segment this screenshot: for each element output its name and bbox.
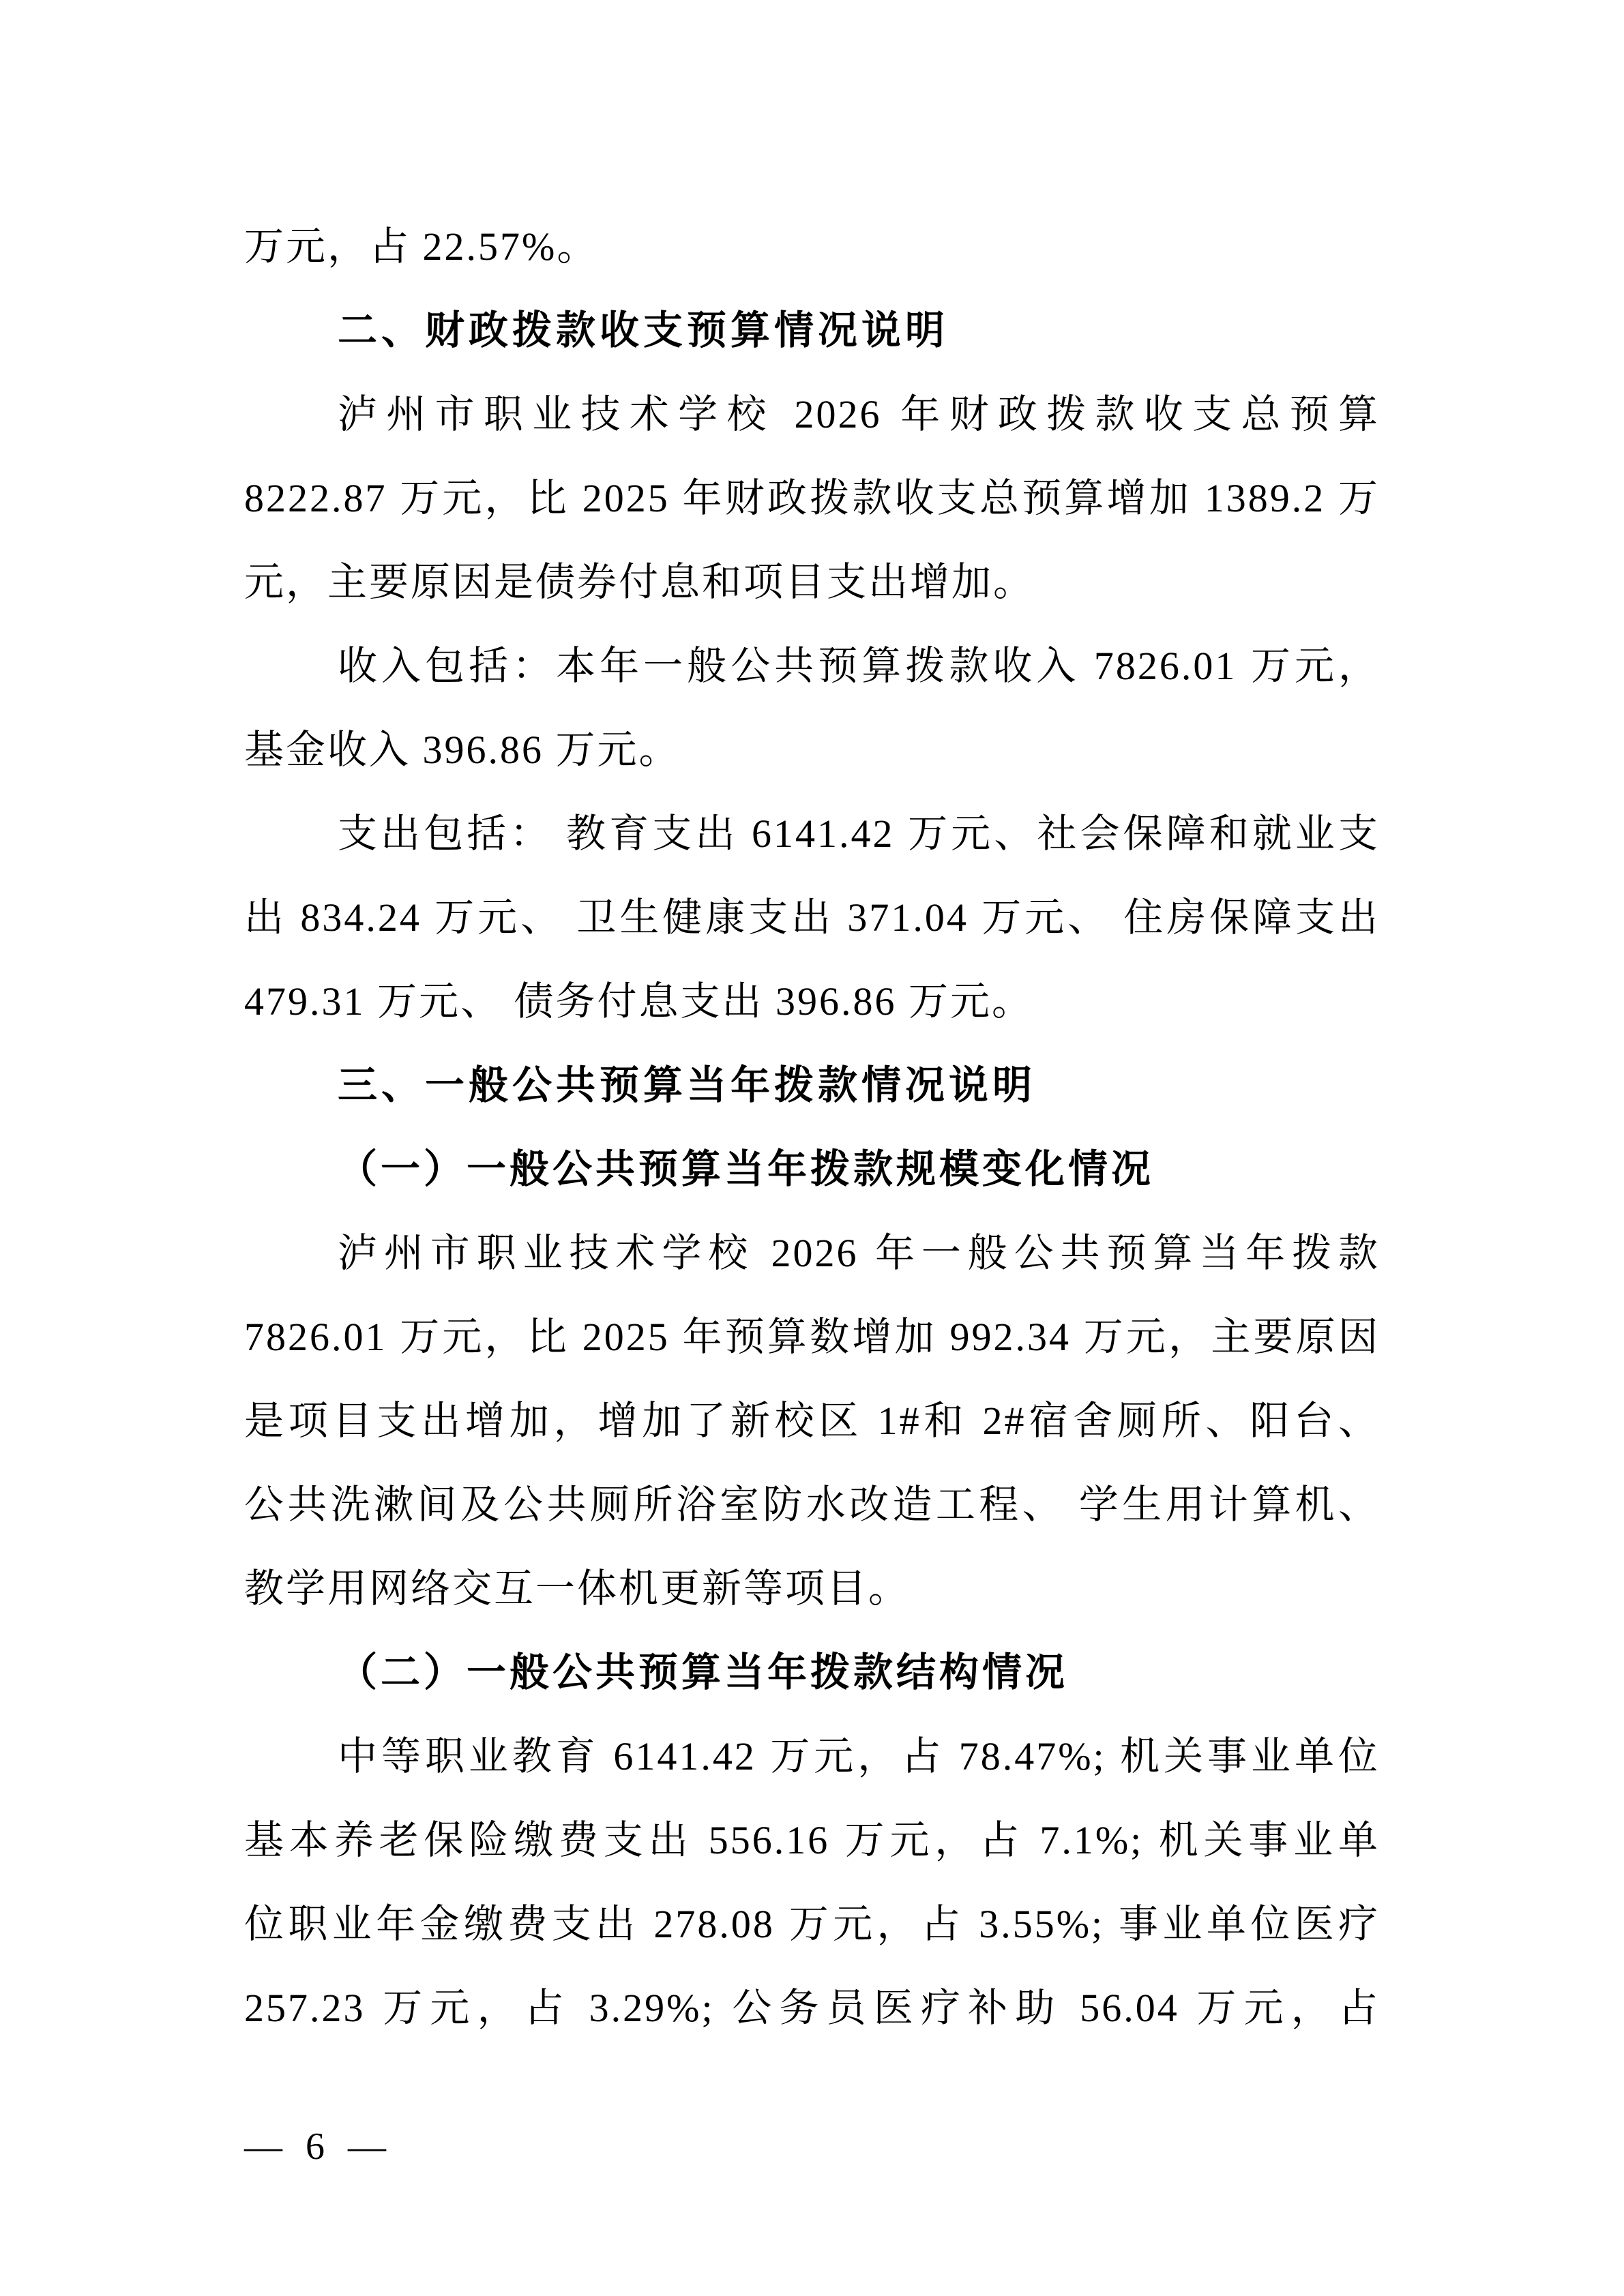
para-line: 支出包括： 教育支出 6141.42 万元、社会保障和就业支 [338, 811, 1380, 856]
para-line: 公共洗漱间及公共厕所浴室防水改造工程、 学生用计算机、 [244, 1482, 1380, 1527]
para-line: 8222.87 万元，比 2025 年财政拨款收支总预算增加 1389.2 万 [244, 476, 1380, 520]
para-line: 出 834.24 万元、 卫生健康支出 371.04 万元、 住房保障支出 [244, 895, 1380, 940]
para-line: 中等职业教育 6141.42 万元，占 78.47%; 机关事业单位 [338, 1734, 1380, 1778]
subsection-3-1-heading: （一）一般公共预算当年拨款规模变化情况 [338, 1147, 1155, 1191]
para-line: 泸州市职业技术学校 2026 年财政拨款收支总预算 [338, 392, 1380, 436]
section3-heading: 三、一般公共预算当年拨款情况说明 [338, 1063, 1037, 1107]
para-tail-line: 元，主要原因是债券付息和项目支出增加。 [244, 560, 1035, 604]
para-tail-line: 万元，占 22.57%。 [244, 224, 599, 269]
para-line: 位职业年金缴费支出 278.08 万元，占 3.55%; 事业单位医疗 [244, 1902, 1380, 1946]
para-line: 257.23 万元，占 3.29%; 公务员医疗补助 56.04 万元，占 [244, 1986, 1380, 2030]
page-number: — 6 — [244, 2126, 393, 2168]
para-tail-line: 基金收入 396.86 万元。 [244, 728, 681, 772]
para-line: 基本养老保险缴费支出 556.16 万元，占 7.1%; 机关事业单 [244, 1818, 1380, 1862]
para-line: 是项目支出增加，增加了新校区 1#和 2#宿舍厕所、阳台、 [244, 1399, 1380, 1443]
para-line: 7826.01 万元，比 2025 年预算数增加 992.34 万元，主要原因 [244, 1315, 1380, 1359]
para-tail-line: 479.31 万元、 债务付息支出 396.86 万元。 [244, 979, 1034, 1024]
para-line: 泸州市职业技术学校 2026 年一般公共预算当年拨款 [338, 1231, 1380, 1275]
subsection-3-2-heading: （二）一般公共预算当年拨款结构情况 [338, 1650, 1069, 1695]
section2-heading: 二、财政拨款收支预算情况说明 [338, 308, 949, 353]
page-footer [244, 2119, 393, 2174]
para-tail-line: 教学用网络交互一体机更新等项目。 [244, 1566, 911, 1611]
para-line: 收入包括：本年一般公共预算拨款收入 7826.01 万元， [338, 644, 1380, 688]
document-body [244, 205, 1380, 2050]
